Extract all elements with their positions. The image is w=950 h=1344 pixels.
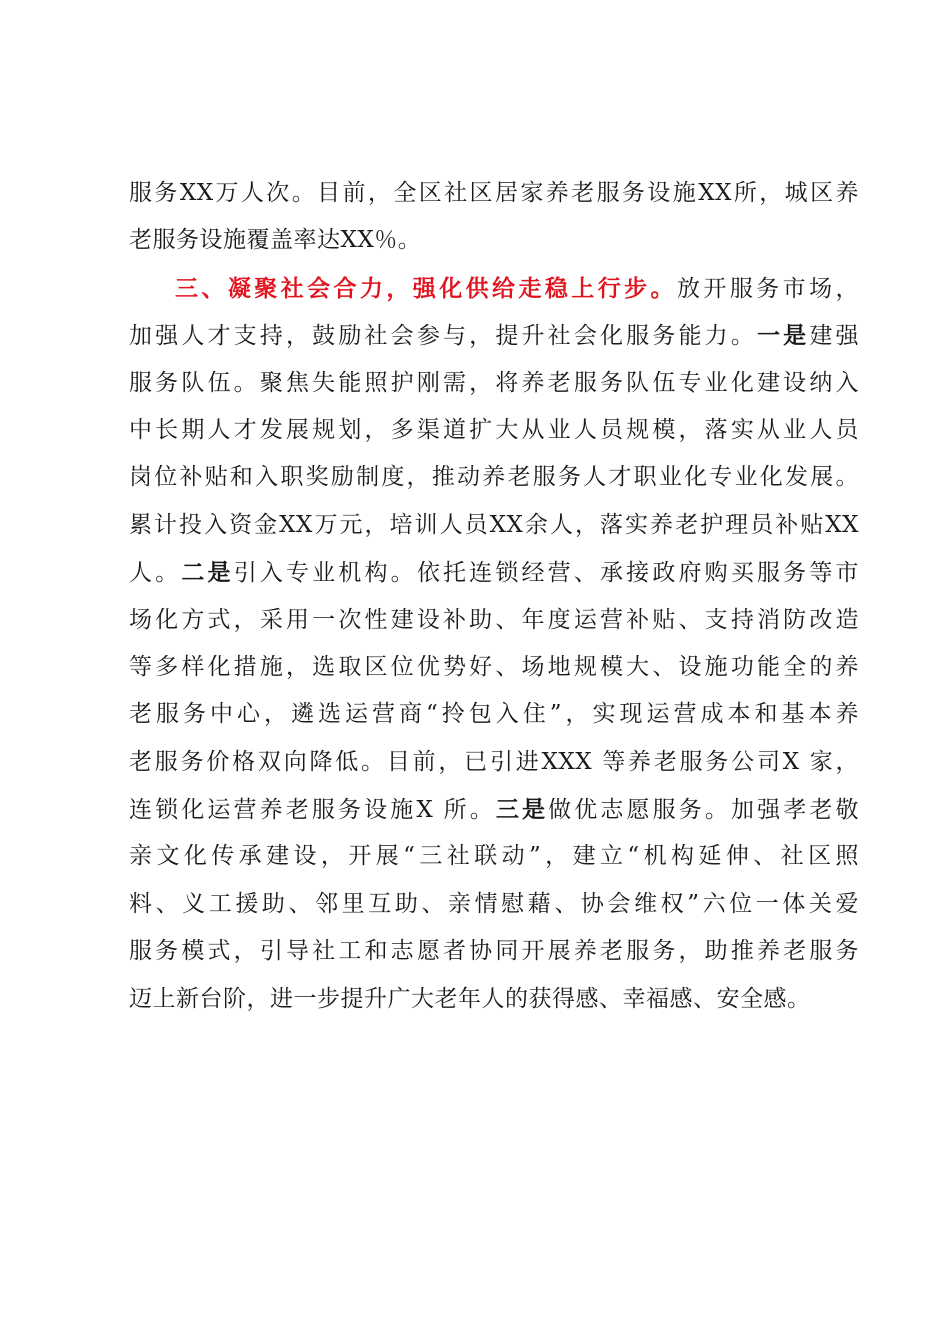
paragraph-line [129, 312, 859, 359]
paragraph-line [129, 360, 859, 407]
body-text: 老服务价格双向降低。目前，已引进XXX 等养老服务公司X 家， [129, 748, 859, 775]
paragraph-line [129, 739, 859, 786]
paragraph-line [129, 170, 859, 217]
body-text: 服务队伍。聚焦失能照护刚需，将养老服务队伍专业化建设纳入 [129, 369, 859, 396]
body-text: 加强人才支持，鼓励社会参与，提升社会化服务能力。 [129, 323, 757, 350]
paragraph-line [129, 217, 859, 264]
paragraph-line [129, 644, 859, 691]
body-text: 做优志愿服务。加强孝老敬 [548, 797, 860, 824]
section-heading: 三、凝聚社会合力，强化供给走稳上行步。 [175, 274, 677, 302]
body-text: 岗位补贴和入职奖励制度，推动养老服务人才职业化专业化发展。 [129, 464, 859, 491]
body-text: 服务XX万人次。目前，全区社区居家养老服务设施XX所，城区养 [129, 180, 859, 206]
body-text: 亲文化传承建设，开展“三社联动”，建立“机构延伸、社区照 [129, 843, 859, 870]
paragraph-line [129, 976, 859, 1023]
paragraph-line [129, 549, 859, 596]
paragraph-line [129, 597, 859, 644]
body-text: 累计投入资金XX万元，培训人员XX余人，落实养老护理员补贴XX [129, 511, 859, 538]
body-text: 连锁化运营养老服务设施X 所。 [129, 797, 496, 824]
body-text: 场化方式，采用一次性建设补助、年度运营补贴、支持消防改造 [129, 606, 859, 633]
body-text: 老服务设施覆盖率达XX％。 [129, 227, 422, 254]
paragraph-line [129, 691, 859, 738]
body-text: 老服务中心，遴选运营商“拎包入住”，实现运营成本和基本养 [129, 701, 859, 728]
body-text: 建强 [809, 323, 860, 350]
paragraph-line [129, 502, 859, 549]
list-marker: 二是 [181, 559, 234, 587]
body-text: 等多样化措施，选取区位优势好、场地规模大、设施功能全的养 [129, 653, 859, 680]
paragraph-line [129, 407, 859, 454]
paragraph-line [129, 265, 859, 312]
body-text: 中长期人才发展规划，多渠道扩大从业人员规模，落实从业人员 [129, 416, 859, 443]
body-text: 放开服务市场， [676, 275, 860, 302]
body-text: 料、义工援助、邻里互助、亲情慰藉、协会维权”六位一体关爱 [129, 890, 859, 917]
paragraph-line [129, 454, 859, 501]
paragraph-line [129, 833, 859, 880]
list-marker: 一是 [757, 322, 810, 350]
list-marker: 三是 [495, 796, 549, 824]
body-text: 人。 [129, 560, 182, 587]
body-text: 引入专业机构。依托连锁经营、承接政府购买服务等市 [233, 560, 860, 587]
paragraph-line [129, 928, 859, 975]
body-text: 迈上新台阶，进一步提升广大老年人的获得感、幸福感、安全感。 [129, 985, 811, 1012]
paragraph-line [129, 786, 859, 833]
paragraph-line [129, 881, 859, 928]
document-body [129, 170, 859, 1023]
body-text: 服务模式，引导社工和志愿者协同开展养老服务，助推养老服务 [129, 938, 859, 965]
